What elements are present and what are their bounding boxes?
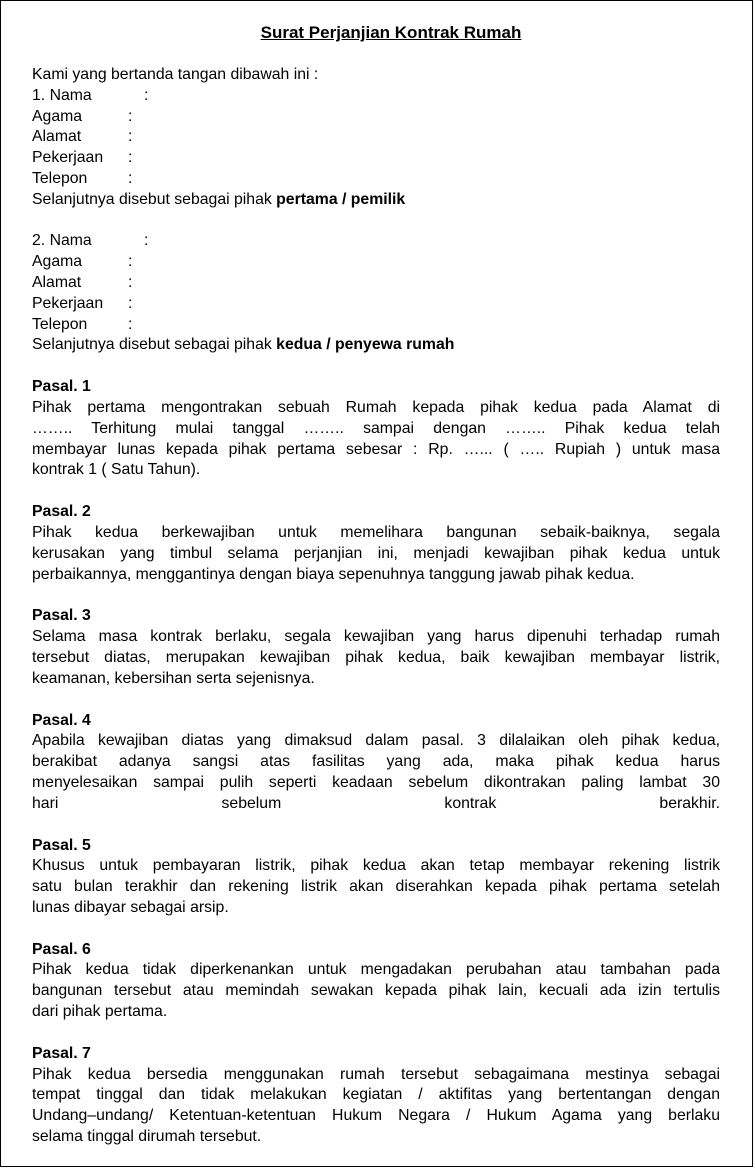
pasal-1 [32, 377, 720, 481]
intro-text: Kami yang bertanda tangan dibawah ini : [32, 66, 319, 83]
party1-field-name: 1. Nama : [32, 86, 149, 104]
page-title: Surat Perjanjian Kontrak Rumah [260, 23, 522, 42]
pasal-6 [32, 940, 720, 1023]
pasal-body: Apabila kewajiban diatas yang dimaksud dalam pasal. 3 dilalaikan oleh pihak kedua, berakibat adanya sangsi atas fasilitas yang ada, maka pihak kedua harus menyelesaikan sampai pulih seperti keadaan sebelum dikontrakan paling lambat 30 hari sebelum kontrak berakhir. [32, 732, 720, 812]
party1-field-religion: Agama : [32, 107, 133, 125]
party1-field-occupation: Pekerjaan : [32, 149, 133, 167]
pasal-3 [32, 606, 720, 689]
pasal-heading: Pasal. 6 [32, 940, 91, 958]
party2-field-name: 2. Nama : [32, 232, 149, 250]
party2-field-phone: Telepon : [32, 315, 133, 333]
pasal-2 [32, 502, 720, 585]
pasal-body: Khusus untuk pembayaran listrik, pihak kedua akan tetap membayar rekening listrik satu bulan terakhir dan rekening listrik akan diserahkan kepada pihak pertama setelah lunas dibayar sebagai arsip. [32, 857, 720, 916]
party2-field-address: Alamat : [32, 273, 133, 291]
party2-field-religion: Agama : [32, 253, 133, 271]
pasal-4 [32, 711, 720, 815]
pasal-body: Selama masa kontrak berlaku, segala kewajiban yang harus dipenuhi terhadap rumah tersebut diatas, merupakan kewajiban pihak kedua, baik kewajiban membayar listrik, keamanan, kebersihan serta sejenisnya. [32, 628, 720, 687]
party2-field-occupation: Pekerjaan : [32, 294, 133, 312]
pasal-5 [32, 836, 720, 919]
pasal-heading: Pasal. 5 [32, 836, 91, 854]
pasal-heading: Pasal. 2 [32, 503, 91, 521]
party2-block [32, 231, 720, 356]
pasal-heading: Pasal. 7 [32, 1044, 91, 1062]
document-body [32, 21, 720, 1148]
party1-field-phone: Telepon : [32, 169, 133, 187]
party1-closing: Selanjutnya disebut sebagai pihak pertama / pemilik [32, 190, 406, 208]
pasal-heading: Pasal. 3 [32, 607, 91, 625]
pasal-body: Pihak pertama mengontrakan sebuah Rumah kepada pihak kedua pada Alamat di …….. Terhitung mulai tanggal …….. sampai dengan …….. Pihak kedua telah membayar lunas kepada pihak pertama sebesar : Rp. …... ( ….. Rupiah ) untuk masa kontrak 1 ( Satu Tahun). [32, 398, 720, 479]
pasal-body: Pihak kedua tidak diperkenankan untuk mengadakan perubahan atau tambahan pada bangunan tersebut atau memindah sewakan kepada pihak lain, kecuali ada izin tertulis dari pihak pertama. [32, 961, 720, 1021]
pasal-heading: Pasal. 1 [32, 378, 91, 396]
pasal-body: Pihak kedua bersedia menggunakan rumah tersebut sebagaimana mestinya sebagai tempat tinggal dan tidak melakukan kegiatan / aktifitas yang bertentangan dengan Undang–undang/ Ketentuan-ketentuan Hukum Negara / Hukum Agama yang berlaku selama tinggal dirumah tersebut. [32, 1065, 720, 1146]
party1-field-address: Alamat : [32, 128, 133, 146]
party1-block [32, 86, 720, 211]
pasal-7 [32, 1044, 720, 1148]
pasal-heading: Pasal. 4 [32, 711, 91, 729]
party2-closing: Selanjutnya disebut sebagai pihak kedua / penyewa rumah [32, 336, 455, 354]
pasal-body: Pihak kedua berkewajiban untuk memelihara bangunan sebaik-baiknya, segala kerusakan yang timbul selama perjanjian ini, menjadi kewajiban pihak kedua untuk perbaikannya, menggantinya dengan biaya sepenuhnya tanggung jawab pihak kedua. [32, 523, 720, 583]
